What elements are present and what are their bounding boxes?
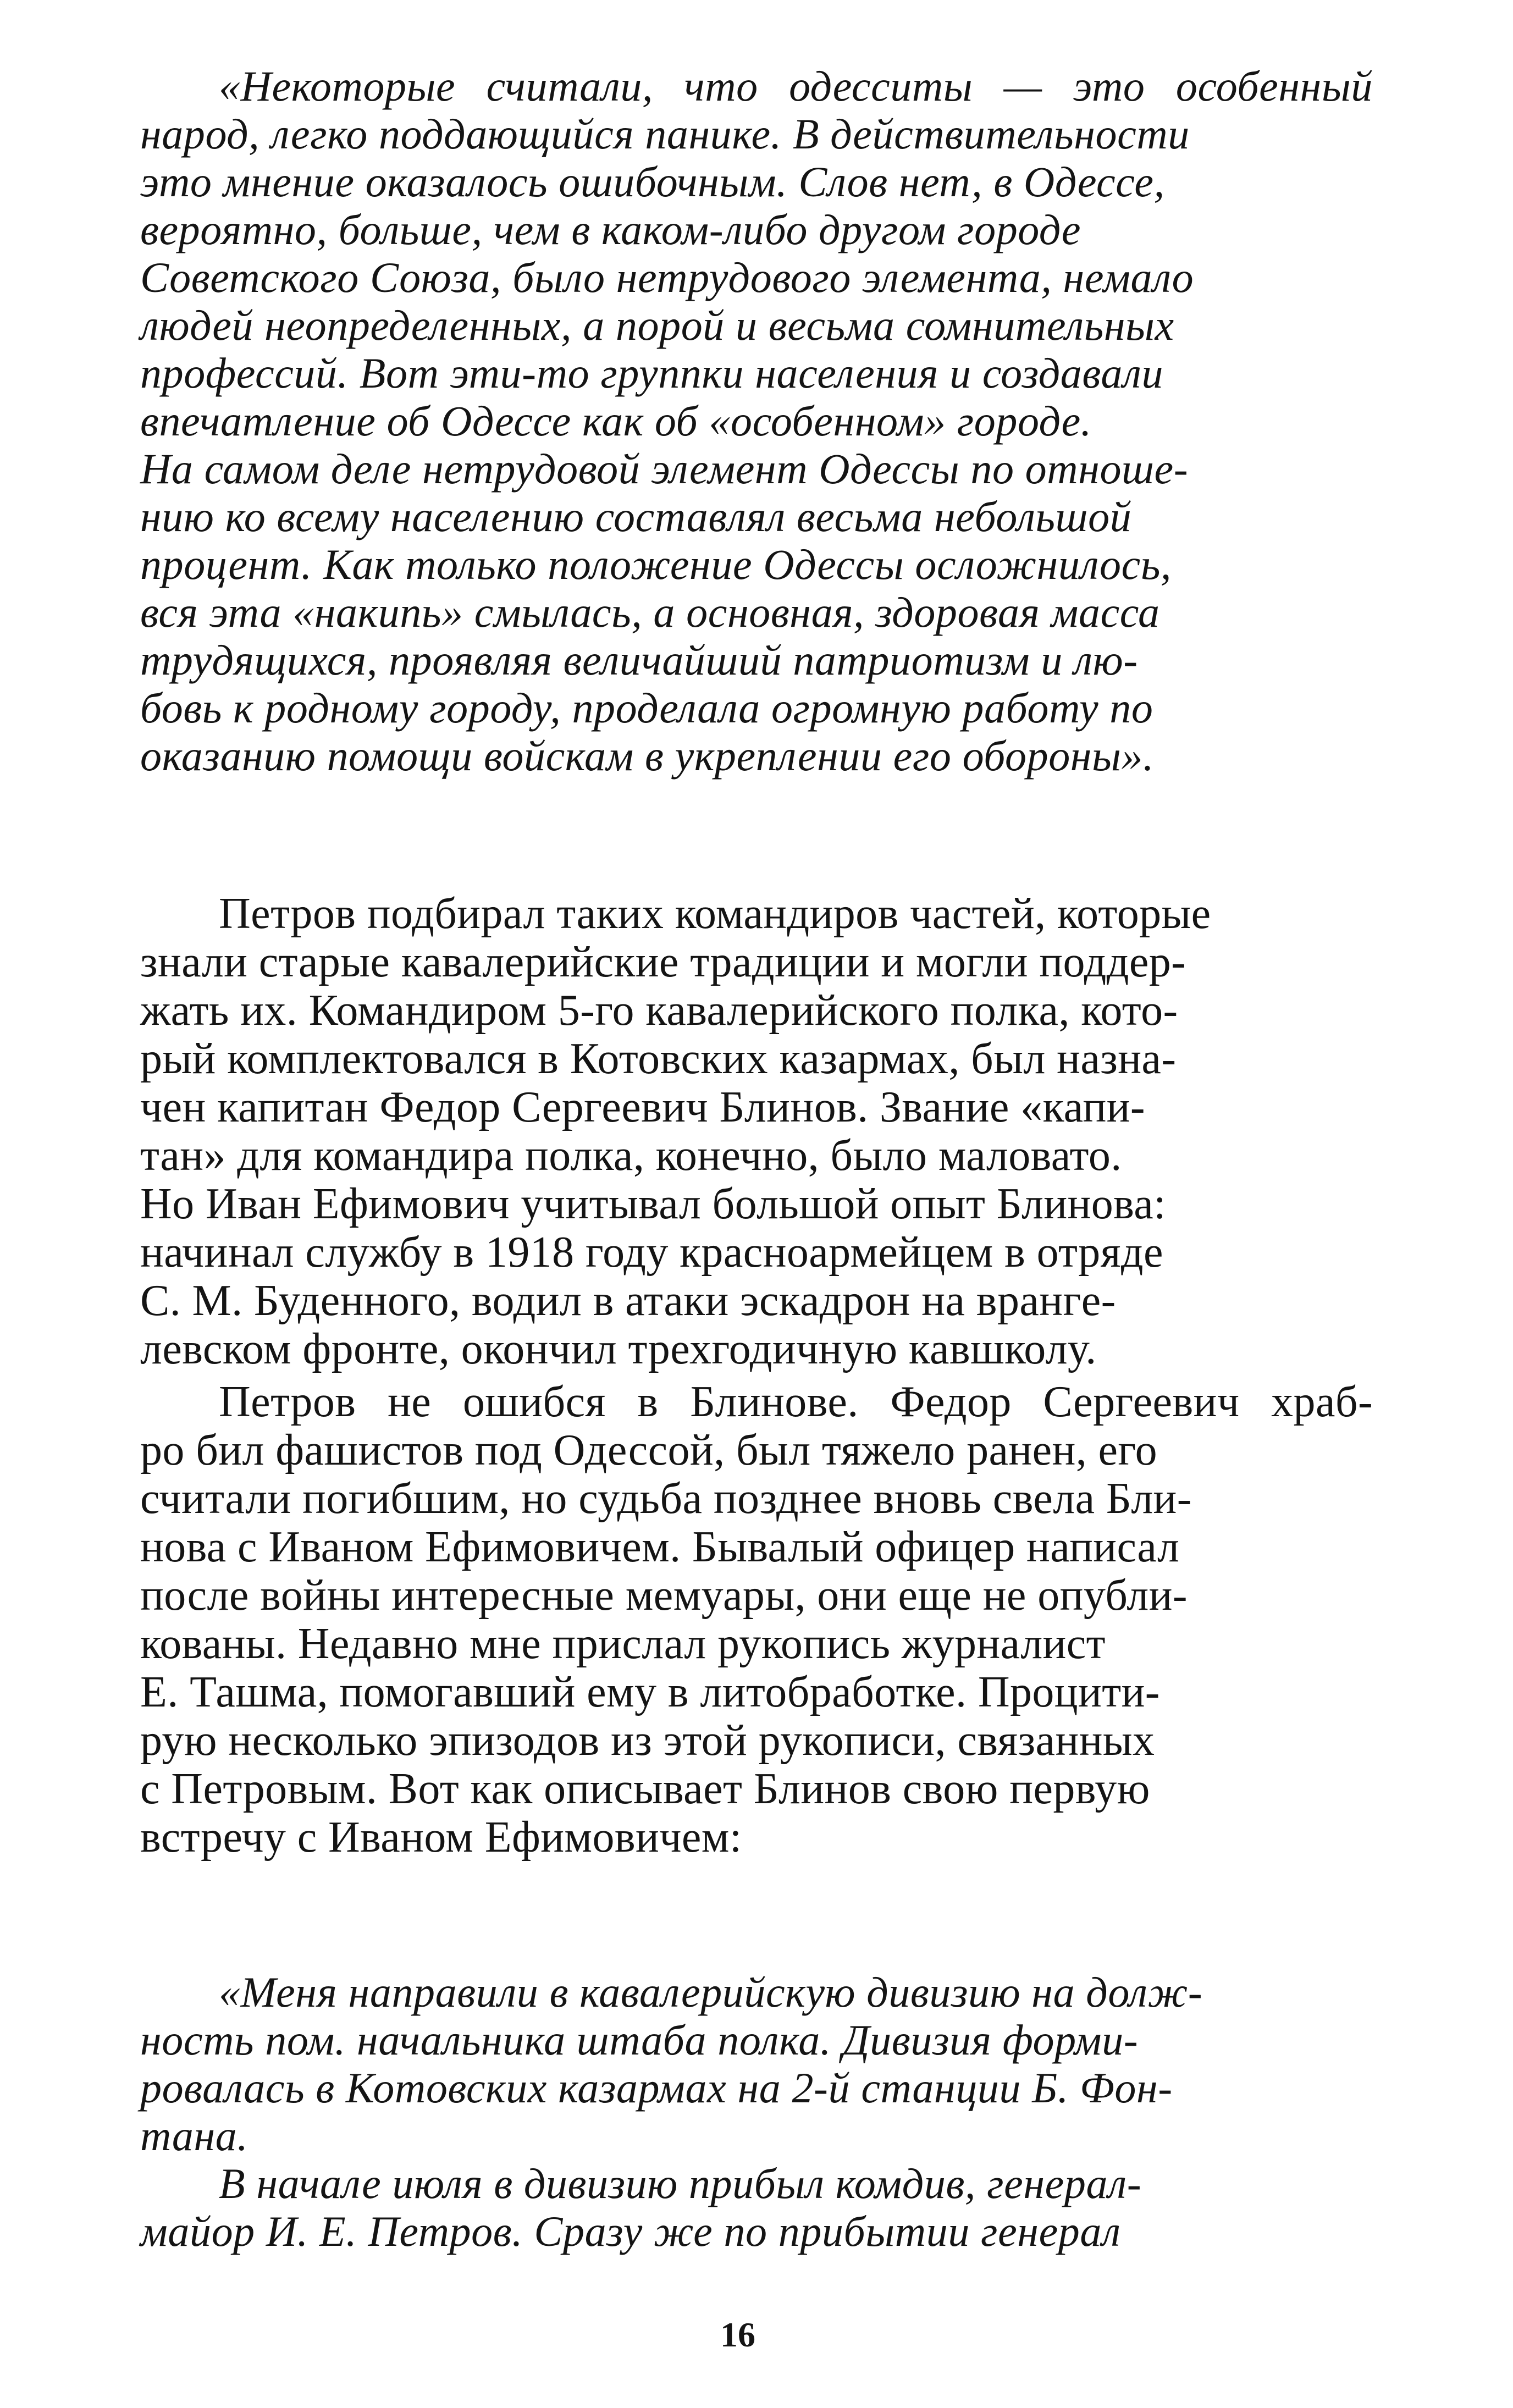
text-line: встречу с Иваном Ефимовичем: [140,1813,742,1862]
text-line: «Некоторые считали, что одесситы — это особенный [219,62,1373,110]
text-line: Советского Союза, было нетрудового элемента, немало [140,253,1194,301]
text-line: это мнение оказалось ошибочным. Слов нет, в Одессе, [140,158,1165,206]
text-line: трудящихся, проявляя величайший патриотизм и лю- [140,636,1138,684]
page-number: 16 [720,2315,755,2354]
text-line: ровалась в Котовских казармах на 2-й станции Б. Фон- [140,2064,1173,2112]
text-line: Е. Ташма, помогавший ему в литобработке. Процити- [140,1668,1160,1716]
text-line: левском фронте, окончил трехгодичную кавшколу. [140,1325,1097,1373]
text-line: рую несколько эпизодов из этой рукописи, связанных [140,1716,1155,1765]
text-line: бовь к родному городу, проделала огромную работу по [140,684,1153,732]
text-line: оказанию помощи войскам в укреплении его обороны». [140,732,1155,780]
text-line: с Петровым. Вот как описывает Блинов свою первую [140,1765,1150,1813]
text-line: знали старые кавалерийские традиции и могли поддер- [140,938,1186,986]
text-line: народ, легко поддающийся панике. В действительности [140,110,1190,158]
text-line: нова с Иваном Ефимовичем. Бывалый офицер написал [140,1523,1180,1571]
text-line: тан» для командира полка, конечно, было маловато. [140,1131,1122,1180]
text-line: процент. Как только положение Одессы осложнилось, [140,540,1172,588]
text-line: профессий. Вот эти-то группки населения и создавали [140,349,1164,397]
text-line: рый комплектовался в Котовских казармах, был назна- [140,1035,1177,1083]
text-line: после войны интересные мемуары, они еще не опубли- [140,1571,1188,1620]
text-line: вся эта «накипь» смылась, а основная, здоровая масса [140,588,1160,636]
text-line: впечатление об Одессе как об «особенном» городе. [140,397,1092,445]
text-line: кованы. Недавно мне прислал рукопись журналист [140,1620,1106,1668]
text-line: вероятно, больше, чем в каком-либо другом городе [140,206,1081,253]
text-line: На самом деле нетрудовой элемент Одессы по отноше- [140,445,1189,493]
text-line: Но Иван Ефимович учитывал большой опыт Блинова: [140,1180,1166,1228]
text-line: нию ко всему населению составлял весьма небольшой [140,493,1132,540]
text-line: начинал службу в 1918 году красноармейцем в отряде [140,1228,1163,1277]
text-line: чен капитан Федор Сергеевич Блинов. Звание «капи- [140,1083,1145,1131]
text-line: ность пом. начальника штаба полка. Дивизия форми- [140,2016,1139,2064]
text-line: людей неопределенных, а порой и весьма сомнительных [140,301,1174,349]
text-line: майор И. Е. Петров. Сразу же по прибытии генерал [140,2207,1121,2255]
text-line: считали погибшим, но судьба позднее вновь свела Бли- [140,1474,1192,1523]
text-line: Петров подбирал таких командиров частей, которые [219,890,1211,938]
text-line: ро бил фашистов под Одессой, был тяжело ранен, его [140,1426,1158,1474]
text-line: тана. [140,2112,249,2160]
text-line: С. М. Буденного, водил в атаки эскадрон на врангe- [140,1277,1116,1325]
text-line: жать их. Командиром 5-го кавалерийского полка, кото- [140,986,1178,1035]
text-line: В начале июля в дивизию прибыл комдив, генерал- [219,2160,1142,2207]
text-line: Петров не ошибся в Блинове. Федор Сергеевич храб- [219,1378,1373,1426]
text-line: «Меня направили в кавалерийскую дивизию на долж- [219,1968,1203,2016]
